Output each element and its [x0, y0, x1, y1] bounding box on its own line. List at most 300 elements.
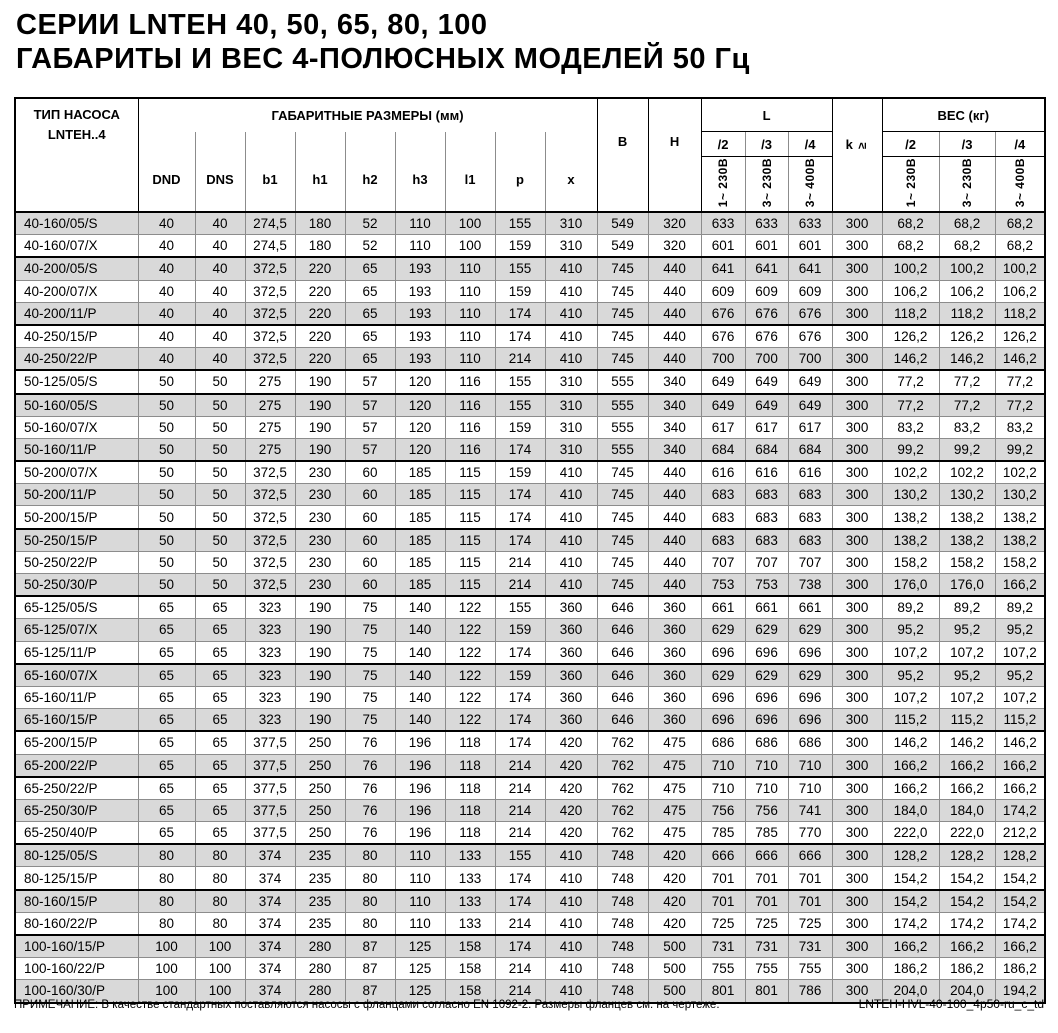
- value-cell: 440: [648, 280, 701, 302]
- value-cell: 666: [701, 844, 745, 867]
- value-cell: 410: [545, 461, 597, 484]
- value-cell: 300: [832, 416, 882, 438]
- value-cell: 166,2: [995, 935, 1045, 958]
- value-cell: 166,2: [939, 935, 995, 958]
- table-row: [15, 416, 1045, 438]
- value-cell: 601: [745, 235, 788, 258]
- value-cell: 300: [832, 709, 882, 732]
- col-header-weight4: /4: [995, 132, 1045, 157]
- value-cell: 785: [701, 822, 745, 845]
- value-cell: 75: [345, 619, 395, 641]
- value-cell: 40: [195, 302, 245, 325]
- value-cell: 320: [648, 212, 701, 235]
- value-cell: 140: [395, 596, 445, 619]
- value-cell: 122: [445, 709, 495, 732]
- value-cell: 707: [745, 551, 788, 573]
- value-cell: 683: [701, 529, 745, 552]
- pump-type-series: LNTEH..4: [47, 127, 106, 143]
- value-cell: 185: [395, 484, 445, 506]
- value-cell: 707: [788, 551, 832, 573]
- value-cell: 300: [832, 257, 882, 280]
- value-cell: 102,2: [939, 461, 995, 484]
- value-cell: 120: [395, 416, 445, 438]
- value-cell: 154,2: [939, 890, 995, 913]
- value-cell: 745: [597, 325, 648, 348]
- value-cell: 300: [832, 731, 882, 754]
- value-cell: 77,2: [882, 394, 939, 417]
- table-row: [15, 799, 1045, 821]
- value-cell: 410: [545, 257, 597, 280]
- value-cell: 77,2: [939, 370, 995, 393]
- value-cell: 440: [648, 506, 701, 529]
- value-cell: 174: [495, 686, 545, 708]
- value-cell: 40: [138, 212, 195, 235]
- value-cell: 440: [648, 257, 701, 280]
- value-cell: 323: [245, 596, 295, 619]
- value-cell: 75: [345, 596, 395, 619]
- value-cell: 300: [832, 235, 882, 258]
- value-cell: 68,2: [882, 235, 939, 258]
- value-cell: 77,2: [939, 394, 995, 417]
- value-cell: 166,2: [939, 777, 995, 800]
- value-cell: 196: [395, 777, 445, 800]
- pump-type-cell: 100-160/30/P: [15, 980, 138, 1003]
- value-cell: 174,2: [939, 912, 995, 935]
- table-row: [15, 212, 1045, 235]
- value-cell: 115: [445, 574, 495, 597]
- value-cell: 235: [295, 867, 345, 890]
- value-cell: 323: [245, 619, 295, 641]
- value-cell: 106,2: [995, 280, 1045, 302]
- value-cell: 300: [832, 844, 882, 867]
- value-cell: 616: [745, 461, 788, 484]
- value-cell: 235: [295, 844, 345, 867]
- value-cell: 122: [445, 596, 495, 619]
- value-cell: 676: [701, 302, 745, 325]
- value-cell: 755: [788, 958, 832, 980]
- value-cell: 738: [788, 574, 832, 597]
- value-cell: 166,2: [882, 754, 939, 777]
- value-cell: 100: [195, 980, 245, 1003]
- value-cell: 549: [597, 235, 648, 258]
- value-cell: 102,2: [995, 461, 1045, 484]
- value-cell: 80: [138, 890, 195, 913]
- value-cell: 65: [195, 777, 245, 800]
- value-cell: 701: [745, 890, 788, 913]
- value-cell: 661: [788, 596, 832, 619]
- value-cell: 609: [745, 280, 788, 302]
- value-cell: 235: [295, 912, 345, 935]
- value-cell: 666: [745, 844, 788, 867]
- value-cell: 220: [295, 302, 345, 325]
- value-cell: 701: [788, 890, 832, 913]
- pump-type-cell: 65-160/15/P: [15, 709, 138, 732]
- value-cell: 377,5: [245, 731, 295, 754]
- value-cell: 250: [295, 754, 345, 777]
- value-cell: 280: [295, 980, 345, 1003]
- value-cell: 185: [395, 551, 445, 573]
- value-cell: 684: [788, 438, 832, 461]
- value-cell: 300: [832, 822, 882, 845]
- value-cell: 190: [295, 686, 345, 708]
- value-cell: 770: [788, 822, 832, 845]
- value-cell: 410: [545, 574, 597, 597]
- value-cell: 745: [597, 280, 648, 302]
- value-cell: 95,2: [882, 619, 939, 641]
- value-cell: 130,2: [882, 484, 939, 506]
- pump-type-cell: 65-160/07/X: [15, 664, 138, 687]
- value-cell: 683: [745, 506, 788, 529]
- value-cell: 50: [138, 370, 195, 393]
- value-cell: 300: [832, 596, 882, 619]
- value-cell: 372,5: [245, 280, 295, 302]
- col-header-k: [832, 98, 882, 212]
- value-cell: 235: [295, 890, 345, 913]
- value-cell: 75: [345, 641, 395, 664]
- value-cell: 50: [138, 416, 195, 438]
- value-cell: 696: [745, 709, 788, 732]
- value-cell: 138,2: [882, 506, 939, 529]
- value-cell: 95,2: [939, 664, 995, 687]
- col-header-b: B: [597, 98, 648, 212]
- value-cell: 87: [345, 980, 395, 1003]
- value-cell: 755: [745, 958, 788, 980]
- value-cell: 745: [597, 461, 648, 484]
- value-cell: 65: [345, 302, 395, 325]
- table-row: [15, 641, 1045, 664]
- value-cell: 300: [832, 935, 882, 958]
- value-cell: 300: [832, 867, 882, 890]
- value-cell: 76: [345, 822, 395, 845]
- value-cell: 649: [788, 370, 832, 393]
- value-cell: 116: [445, 394, 495, 417]
- value-cell: 676: [745, 325, 788, 348]
- value-cell: 83,2: [882, 416, 939, 438]
- value-cell: 629: [788, 619, 832, 641]
- value-cell: 40: [195, 212, 245, 235]
- value-cell: 204,0: [882, 980, 939, 1003]
- value-cell: 310: [545, 438, 597, 461]
- value-cell: 65: [138, 619, 195, 641]
- value-cell: 340: [648, 438, 701, 461]
- value-cell: 616: [788, 461, 832, 484]
- value-cell: 555: [597, 370, 648, 393]
- value-cell: 700: [745, 348, 788, 371]
- value-cell: 89,2: [882, 596, 939, 619]
- value-cell: 753: [745, 574, 788, 597]
- value-cell: 549: [597, 212, 648, 235]
- col-header-l2: /2: [701, 132, 745, 157]
- weight-voltage-1-230: 1~ 230В: [882, 157, 939, 213]
- value-cell: 410: [545, 844, 597, 867]
- value-cell: 190: [295, 394, 345, 417]
- table-row: [15, 302, 1045, 325]
- value-cell: 186,2: [882, 958, 939, 980]
- value-cell: 158,2: [882, 551, 939, 573]
- value-cell: 310: [545, 212, 597, 235]
- value-cell: 118,2: [882, 302, 939, 325]
- value-cell: 174,2: [995, 912, 1045, 935]
- value-cell: 420: [545, 731, 597, 754]
- value-cell: 118,2: [939, 302, 995, 325]
- col-header-dnd: DND: [138, 132, 195, 213]
- value-cell: 300: [832, 664, 882, 687]
- table-row: [15, 348, 1045, 371]
- value-cell: 755: [701, 958, 745, 980]
- value-cell: 410: [545, 506, 597, 529]
- value-cell: 440: [648, 574, 701, 597]
- value-cell: 140: [395, 686, 445, 708]
- value-cell: 440: [648, 348, 701, 371]
- value-cell: 230: [295, 551, 345, 573]
- value-cell: 133: [445, 912, 495, 935]
- table-row: [15, 731, 1045, 754]
- value-cell: 629: [745, 619, 788, 641]
- value-cell: 320: [648, 235, 701, 258]
- value-cell: 40: [138, 280, 195, 302]
- table-row: [15, 709, 1045, 732]
- pump-type-cell: 65-250/30/P: [15, 799, 138, 821]
- value-cell: 684: [745, 438, 788, 461]
- pump-type-cell: 65-125/11/P: [15, 641, 138, 664]
- value-cell: 180: [295, 235, 345, 258]
- value-cell: 220: [295, 257, 345, 280]
- value-cell: 748: [597, 912, 648, 935]
- value-cell: 440: [648, 325, 701, 348]
- value-cell: 420: [648, 844, 701, 867]
- value-cell: 118: [445, 822, 495, 845]
- value-cell: 661: [701, 596, 745, 619]
- value-cell: 748: [597, 890, 648, 913]
- value-cell: 360: [545, 709, 597, 732]
- value-cell: 646: [597, 596, 648, 619]
- value-cell: 633: [788, 212, 832, 235]
- table-row: [15, 912, 1045, 935]
- value-cell: 83,2: [995, 416, 1045, 438]
- value-cell: 100: [138, 958, 195, 980]
- value-cell: 65: [195, 664, 245, 687]
- value-cell: 360: [648, 641, 701, 664]
- pump-type-title: ТИП НАСОСА: [33, 107, 120, 122]
- value-cell: 274,5: [245, 235, 295, 258]
- pump-type-cell: 50-250/15/P: [15, 529, 138, 552]
- value-cell: 190: [295, 619, 345, 641]
- pump-type-cell: 40-200/07/X: [15, 280, 138, 302]
- value-cell: 748: [597, 935, 648, 958]
- value-cell: 360: [648, 619, 701, 641]
- value-cell: 410: [545, 551, 597, 573]
- value-cell: 666: [788, 844, 832, 867]
- col-header-dns: DNS: [195, 132, 245, 213]
- value-cell: 762: [597, 822, 648, 845]
- value-cell: 649: [788, 394, 832, 417]
- value-cell: 158,2: [995, 551, 1045, 573]
- value-cell: 683: [788, 484, 832, 506]
- value-cell: 174: [495, 325, 545, 348]
- value-cell: 190: [295, 596, 345, 619]
- table-row: [15, 461, 1045, 484]
- value-cell: 300: [832, 551, 882, 573]
- value-cell: 683: [701, 484, 745, 506]
- value-cell: 180: [295, 212, 345, 235]
- value-cell: 158: [445, 935, 495, 958]
- value-cell: 190: [295, 438, 345, 461]
- value-cell: 555: [597, 438, 648, 461]
- value-cell: 75: [345, 664, 395, 687]
- pump-type-cell: 50-125/05/S: [15, 370, 138, 393]
- value-cell: 65: [195, 619, 245, 641]
- value-cell: 377,5: [245, 754, 295, 777]
- value-cell: 68,2: [939, 212, 995, 235]
- value-cell: 617: [788, 416, 832, 438]
- l-voltage-3-230: 3~ 230В: [745, 157, 788, 213]
- value-cell: 676: [701, 325, 745, 348]
- value-cell: 166,2: [995, 754, 1045, 777]
- value-cell: 166,2: [882, 777, 939, 800]
- value-cell: 696: [701, 686, 745, 708]
- value-cell: 118: [445, 799, 495, 821]
- value-cell: 500: [648, 935, 701, 958]
- value-cell: 50: [138, 394, 195, 417]
- value-cell: 374: [245, 844, 295, 867]
- value-cell: 701: [701, 890, 745, 913]
- value-cell: 40: [138, 325, 195, 348]
- value-cell: 50: [195, 551, 245, 573]
- value-cell: 300: [832, 799, 882, 821]
- value-cell: 410: [545, 935, 597, 958]
- value-cell: 95,2: [995, 619, 1045, 641]
- table-row: [15, 777, 1045, 800]
- value-cell: 280: [295, 958, 345, 980]
- value-cell: 340: [648, 370, 701, 393]
- value-cell: 80: [138, 912, 195, 935]
- value-cell: 138,2: [995, 529, 1045, 552]
- value-cell: 360: [545, 686, 597, 708]
- value-cell: 193: [395, 348, 445, 371]
- value-cell: 360: [545, 619, 597, 641]
- value-cell: 377,5: [245, 799, 295, 821]
- value-cell: 741: [788, 799, 832, 821]
- value-cell: 633: [701, 212, 745, 235]
- value-cell: 100: [138, 935, 195, 958]
- pump-type-cell: 80-125/05/S: [15, 844, 138, 867]
- value-cell: 710: [701, 777, 745, 800]
- value-cell: 300: [832, 280, 882, 302]
- value-cell: 174,2: [995, 799, 1045, 821]
- value-cell: 185: [395, 461, 445, 484]
- value-cell: 683: [788, 506, 832, 529]
- value-cell: 684: [701, 438, 745, 461]
- value-cell: 50: [138, 506, 195, 529]
- value-cell: 140: [395, 619, 445, 641]
- value-cell: 176,0: [939, 574, 995, 597]
- value-cell: 65: [138, 686, 195, 708]
- value-cell: 68,2: [995, 235, 1045, 258]
- value-cell: 360: [545, 664, 597, 687]
- value-cell: 65: [138, 754, 195, 777]
- value-cell: 700: [701, 348, 745, 371]
- value-cell: 65: [138, 664, 195, 687]
- value-cell: 372,5: [245, 257, 295, 280]
- value-cell: 696: [788, 641, 832, 664]
- weight-voltage-3-230: 3~ 230В: [939, 157, 995, 213]
- value-cell: 106,2: [882, 280, 939, 302]
- col-header-dimensions: ГАБАРИТНЫЕ РАЗМЕРЫ (мм): [271, 107, 464, 123]
- value-cell: 676: [745, 302, 788, 325]
- value-cell: 52: [345, 235, 395, 258]
- value-cell: 274,5: [245, 212, 295, 235]
- value-cell: 110: [395, 890, 445, 913]
- value-cell: 280: [295, 935, 345, 958]
- value-cell: 204,0: [939, 980, 995, 1003]
- pump-type-cell: 65-200/22/P: [15, 754, 138, 777]
- value-cell: 410: [545, 912, 597, 935]
- value-cell: 756: [701, 799, 745, 821]
- value-cell: 50: [138, 529, 195, 552]
- value-cell: 475: [648, 754, 701, 777]
- value-cell: 410: [545, 302, 597, 325]
- value-cell: 410: [545, 890, 597, 913]
- pump-type-cell: 50-250/30/P: [15, 574, 138, 597]
- value-cell: 174: [495, 731, 545, 754]
- value-cell: 696: [701, 709, 745, 732]
- value-cell: 57: [345, 394, 395, 417]
- value-cell: 76: [345, 731, 395, 754]
- value-cell: 50: [138, 551, 195, 573]
- value-cell: 40: [195, 235, 245, 258]
- value-cell: 174: [495, 506, 545, 529]
- table-row: [15, 890, 1045, 913]
- col-header-l1: l1: [445, 132, 495, 213]
- value-cell: 785: [745, 822, 788, 845]
- value-cell: 762: [597, 754, 648, 777]
- value-cell: 230: [295, 461, 345, 484]
- table-row: [15, 280, 1045, 302]
- value-cell: 222,0: [882, 822, 939, 845]
- value-cell: 76: [345, 754, 395, 777]
- col-header-weight2: /2: [882, 132, 939, 157]
- value-cell: 50: [138, 484, 195, 506]
- value-cell: 300: [832, 461, 882, 484]
- value-cell: 159: [495, 416, 545, 438]
- value-cell: 629: [788, 664, 832, 687]
- value-cell: 120: [395, 370, 445, 393]
- value-cell: 756: [745, 799, 788, 821]
- value-cell: 99,2: [882, 438, 939, 461]
- value-cell: 89,2: [995, 596, 1045, 619]
- value-cell: 617: [701, 416, 745, 438]
- value-cell: 68,2: [995, 212, 1045, 235]
- col-header-l3: /3: [745, 132, 788, 157]
- value-cell: 220: [295, 325, 345, 348]
- value-cell: 158,2: [939, 551, 995, 573]
- col-header-weight: ВЕС (кг): [882, 98, 1045, 132]
- value-cell: 65: [345, 280, 395, 302]
- value-cell: 138,2: [939, 529, 995, 552]
- value-cell: 77,2: [882, 370, 939, 393]
- value-cell: 155: [495, 257, 545, 280]
- value-cell: 683: [701, 506, 745, 529]
- value-cell: 300: [832, 212, 882, 235]
- value-cell: 250: [295, 799, 345, 821]
- value-cell: 60: [345, 574, 395, 597]
- value-cell: 420: [648, 912, 701, 935]
- value-cell: 372,5: [245, 325, 295, 348]
- value-cell: 616: [701, 461, 745, 484]
- value-cell: 696: [788, 709, 832, 732]
- table-row: [15, 529, 1045, 552]
- footnote: ПРИМЕЧАНИЕ: В качестве стандартных поставляются насосы с фланцами согласно EN 1092-2. Размеры фланцев см. на чертеже.: [14, 999, 720, 1011]
